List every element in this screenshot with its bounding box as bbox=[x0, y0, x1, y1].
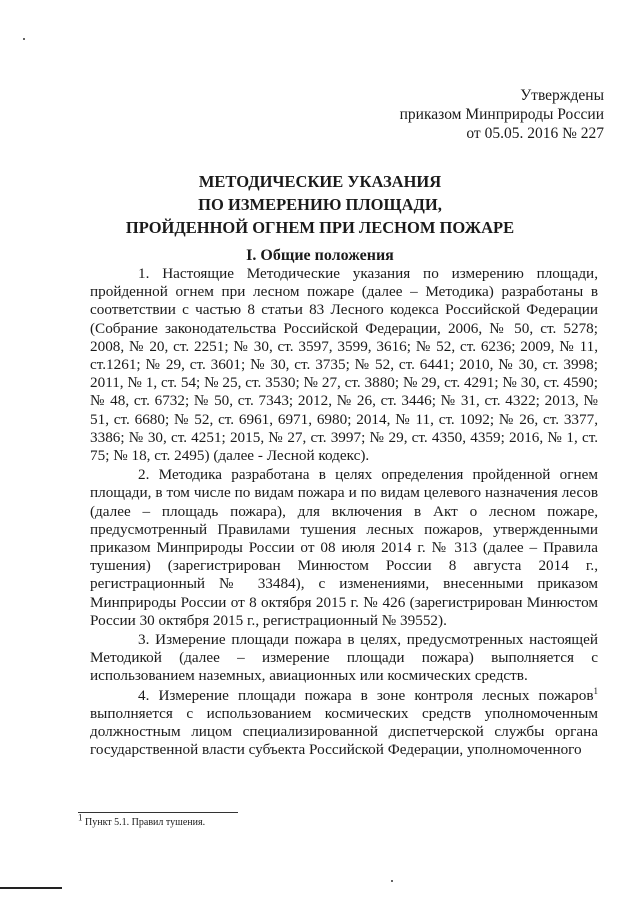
approval-line: от 05.05. 2016 № 227 bbox=[466, 125, 604, 142]
footnote-ref: 1 bbox=[593, 685, 598, 696]
approval-block bbox=[400, 86, 604, 143]
footnote bbox=[78, 812, 206, 828]
paragraph-4 bbox=[90, 687, 598, 760]
footnote-mark: 1 bbox=[78, 812, 83, 823]
approval-line: приказом Минприроды России bbox=[399, 106, 604, 123]
footnote-divider bbox=[78, 812, 238, 813]
title-line: ПРОЙДЕННОЙ ОГНЕМ ПРИ ЛЕСНОМ ПОЖАРЕ bbox=[125, 218, 515, 237]
scan-speck bbox=[23, 38, 25, 40]
paragraph-1: 1. Настоящие Методические указания по измерению площади, пройденной огнем при лесном пожаре (далее – Методика) разработаны в соответствии с частью 8 статьи 83 Лесного кодекса Российской Федерации (Собрание законодательства Российской Федерации, 2006, № 50, ст. 5278; 2008, № 20, ст. 2251; № 30, ст. 3597, 3599, 3616; № 52, ст. 6236; 2009, № 11, ст.1261; № 29, ст. 3601; № 30, ст. 3735; № 52, ст. 6441; 2010, № 30, ст. 3998; 2011, № 1, ст. 54; № 25, ст. 3530; № 27, ст. 3880; № 29, ст. 4291; № 30, ст. 4590; № 48, ст. 6732; № 50, ст. 7343; 2012, № 26, ст. 3446; № 31, ст. 4322; 2013, № 51, ст. 6680; № 52, ст. 6961, 6971, 6980; 2014, № 11, ст. 1092; № 26, ст. 3377, 3386; № 30, ст. 4251; 2015, № 27, ст. 3997; № 29, ст. 4350, 4359; 2016, № 1, ст. 75; № 18, ст. 2495) (далее - Лесной кодекс). bbox=[90, 265, 598, 465]
paragraph-2: 2. Методика разработана в целях определения пройденной огнем площади, в том числе по видам пожара и по видам целевого назначения лесов (далее – площадь пожара), для включения в Акт о лесном пожаре, предусмотренный Правилами тушения лесных пожаров, утвержденными приказом Минприроды России от 08 июля 2014 г. № 313 (далее – Правила тушения) (зарегистрирован Минюстом России 8 августа 2014 г., регистрационный № 33484), с изменениями, внесенными приказом Минприроды России от 8 октября 2015 г. № 426 (зарегистрирован Минюстом России 30 октября 2015 г., регистрационный № 39552). bbox=[90, 466, 598, 629]
paragraph-3: 3. Измерение площади пожара в целях, предусмотренных настоящей Методикой (далее – измерение площади пожара) выполняется с использованием наземных, авиационных или космических средств. bbox=[90, 631, 598, 685]
footnote-text: Пункт 5.1. Правил тушения. bbox=[82, 817, 206, 828]
approval-line: Утверждены bbox=[520, 87, 604, 104]
document-title bbox=[90, 170, 550, 239]
paragraph-4-start: 4. Измерение площади пожара в зоне контроля лесных пожаров bbox=[138, 686, 594, 704]
document-body bbox=[90, 265, 598, 759]
scan-edge-mark bbox=[0, 887, 62, 889]
scan-speck bbox=[391, 880, 393, 882]
paragraph-4-end: выполняется с использованием космических средств уполномоченным должностным лицом специализированной диспетчерской службы органа государственной власти субъекта Российской Федерации, уполномоченного bbox=[90, 704, 598, 759]
title-line: МЕТОДИЧЕСКИЕ УКАЗАНИЯ bbox=[198, 172, 442, 191]
title-line: ПО ИЗМЕРЕНИЮ ПЛОЩАДИ, bbox=[198, 195, 442, 214]
section-heading: I. Общие положения bbox=[246, 247, 394, 264]
